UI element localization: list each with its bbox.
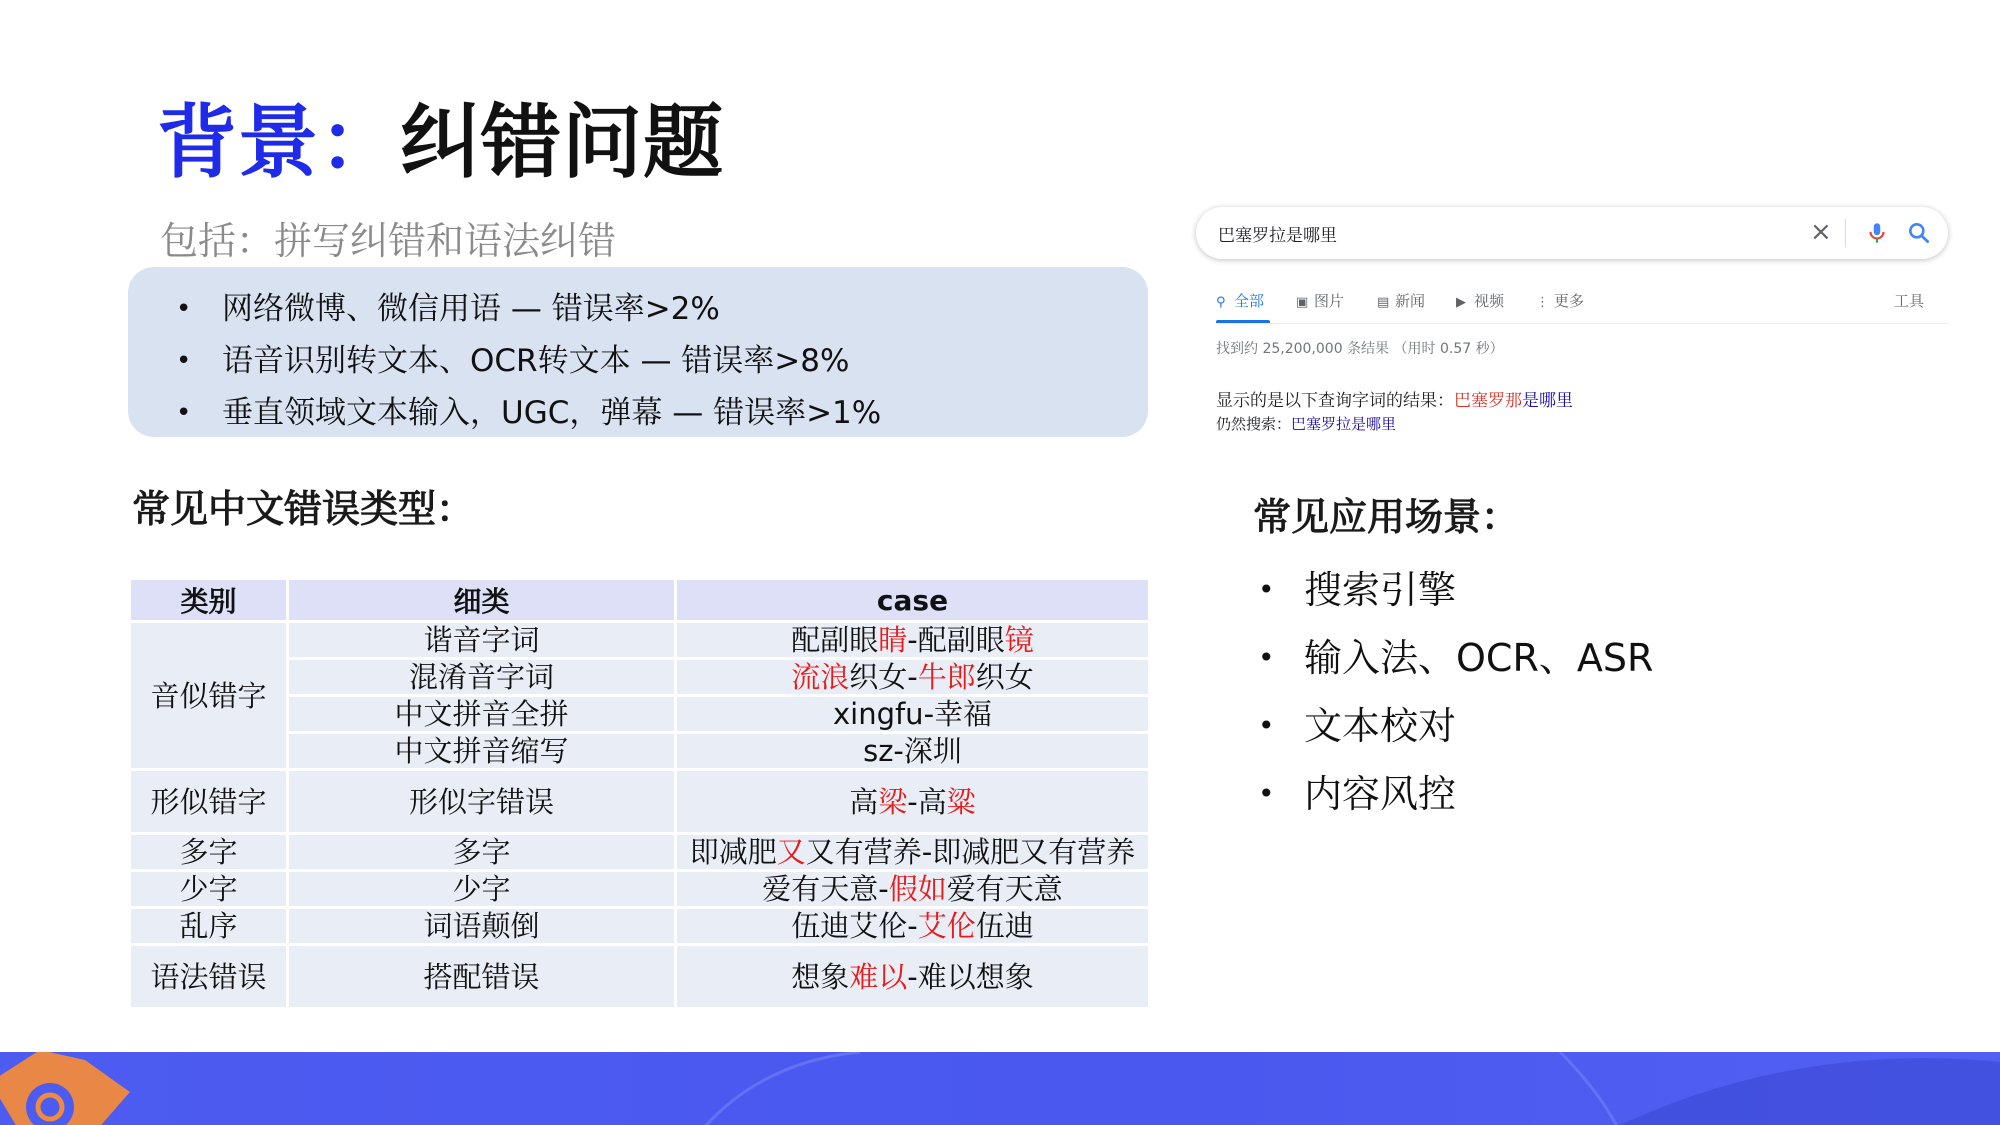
application-item: • 文本校对 — [1258, 692, 1653, 760]
subtype-cell: 少字 — [288, 871, 676, 908]
header-case: case — [676, 579, 1150, 622]
active-tab-indicator — [1216, 320, 1270, 323]
application-item: • 搜索引擎 — [1258, 556, 1653, 624]
search-icon[interactable] — [1906, 220, 1932, 246]
case-cell: 流浪织女-牛郎织女 — [676, 659, 1150, 696]
subtype-cell: 形似字错误 — [288, 770, 676, 834]
table-row — [130, 770, 1150, 834]
news-icon: ▤ — [1377, 295, 1390, 310]
error-rate-list — [176, 283, 1148, 439]
table-row — [130, 871, 1150, 908]
microphone-icon[interactable] — [1864, 220, 1890, 246]
tab-more[interactable]: ⋮ 更多 — [1536, 292, 1585, 310]
footer-decoration — [0, 1052, 2000, 1125]
category-cell: 音似错字 — [130, 622, 288, 770]
close-icon[interactable]: × — [1810, 217, 1832, 247]
tools-button[interactable]: 工具 — [1894, 292, 1925, 310]
error-rate-box — [128, 267, 1148, 437]
case-cell: 想象难以-难以想象 — [676, 945, 1150, 1009]
error-rate-item: • 垂直领域文本输入，UGC，弹幕 — 错误率>1% — [176, 387, 1148, 439]
tab-videos[interactable]: ▶ 视频 — [1456, 292, 1505, 310]
applications-heading: 常见应用场景： — [1253, 495, 1520, 539]
table-header-row — [130, 579, 1150, 622]
subtype-cell: 混淆音字词 — [288, 659, 676, 696]
search-instead-link[interactable]: 巴塞罗拉是哪里 — [1291, 415, 1397, 433]
case-cell: 即减肥又又有营养-即减肥又有营养 — [676, 834, 1150, 871]
category-cell: 少字 — [130, 871, 288, 908]
footer-banner — [0, 1052, 2000, 1125]
error-rate-item: • 网络微博、微信用语 — 错误率>2% — [176, 283, 1148, 335]
table-row — [130, 945, 1150, 1009]
slide-title — [157, 78, 724, 193]
header-subtype: 细类 — [288, 579, 676, 622]
subtype-cell: 搭配错误 — [288, 945, 676, 1009]
error-types-heading: 常见中文错误类型： — [132, 487, 475, 531]
slide-subtitle: 包括：拼写纠错和语法纠错 — [160, 219, 617, 263]
slide-title-accent: 背景： — [157, 96, 400, 189]
category-cell: 语法错误 — [130, 945, 288, 1009]
result-stats: 找到约 25,200,000 条结果 （用时 0.57 秒） — [1216, 341, 1504, 357]
tab-images[interactable]: ▣ 图片 — [1296, 292, 1345, 310]
subtype-cell: 多字 — [288, 834, 676, 871]
applications-list — [1258, 556, 1653, 828]
subtype-cell: 中文拼音缩写 — [288, 733, 676, 770]
slide-title-rest: 纠错问题 — [400, 96, 724, 189]
case-cell: xingfu-幸福 — [676, 696, 1150, 733]
search-box[interactable] — [1196, 207, 1948, 259]
error-types-table — [128, 577, 1151, 1010]
image-icon: ▣ — [1296, 295, 1309, 310]
corrected-query-link[interactable]: 巴塞罗那 — [1454, 391, 1522, 411]
category-cell: 多字 — [130, 834, 288, 871]
subtype-cell: 谐音字词 — [288, 622, 676, 659]
table-row — [130, 834, 1150, 871]
subtype-cell: 词语颠倒 — [288, 908, 676, 945]
video-icon: ▶ — [1456, 295, 1466, 310]
header-category: 类别 — [130, 579, 288, 622]
search-icon: ⚲ — [1216, 295, 1226, 310]
application-item: • 内容风控 — [1258, 760, 1653, 828]
application-item: • 输入法、OCR、ASR — [1258, 624, 1653, 692]
more-icon: ⋮ — [1536, 295, 1549, 310]
category-cell: 乱序 — [130, 908, 288, 945]
search-divider — [1845, 219, 1846, 247]
spelling-correction: 显示的是以下查询字词的结果：巴塞罗那是哪里 — [1216, 391, 1573, 411]
corrected-query-link-rest[interactable]: 是哪里 — [1522, 391, 1573, 411]
case-cell: 配副眼睛-配副眼镜 — [676, 622, 1150, 659]
search-tabs — [1216, 286, 1948, 324]
table-row — [130, 622, 1150, 659]
search-instead: 仍然搜索：巴塞罗拉是哪里 — [1216, 415, 1397, 433]
tab-news[interactable]: ▤ 新闻 — [1377, 292, 1426, 310]
case-cell: 高梁-高粱 — [676, 770, 1150, 834]
case-cell: 爱有天意-假如爱有天意 — [676, 871, 1150, 908]
table-row — [130, 908, 1150, 945]
category-cell: 形似错字 — [130, 770, 288, 834]
tab-all[interactable]: ⚲ 全部 — [1216, 292, 1265, 310]
search-query-text[interactable]: 巴塞罗拉是哪里 — [1218, 226, 1337, 246]
error-rate-item: • 语音识别转文本、OCR转文本 — 错误率>8% — [176, 335, 1148, 387]
case-cell: 伍迪艾伦-艾伦伍迪 — [676, 908, 1150, 945]
subtype-cell: 中文拼音全拼 — [288, 696, 676, 733]
case-cell: sz-深圳 — [676, 733, 1150, 770]
